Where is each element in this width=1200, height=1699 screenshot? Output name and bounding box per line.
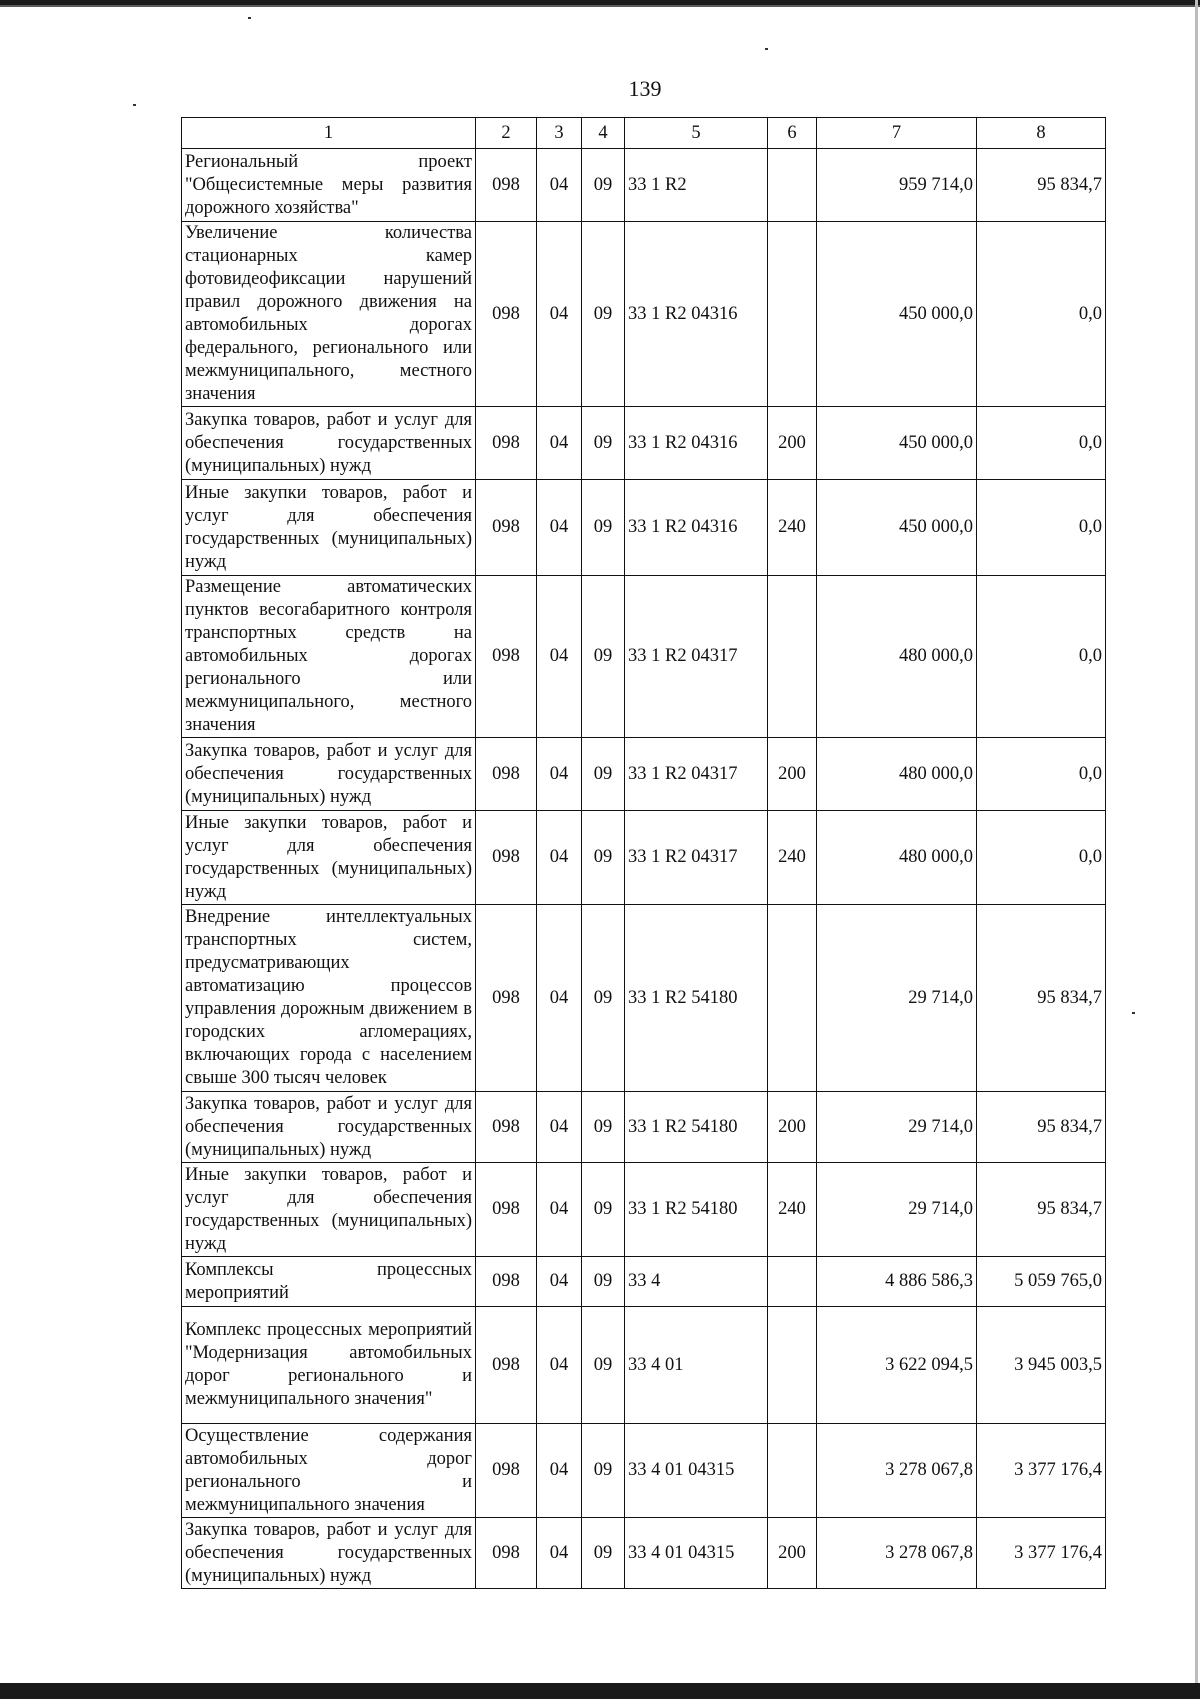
- row-expense-type: 200: [768, 407, 817, 480]
- row-section: 04: [537, 1257, 582, 1307]
- row-expense-type: 200: [768, 1518, 817, 1589]
- row-subsection: 09: [582, 1257, 625, 1307]
- row-amount-7: 450 000,0: [817, 222, 977, 407]
- row-subsection: 09: [582, 149, 625, 222]
- row-amount-8: 0,0: [977, 576, 1106, 738]
- row-ministry: 098: [476, 905, 537, 1092]
- row-target-code: 33 1 R2 54180: [625, 1163, 768, 1257]
- row-target-code: 33 1 R2 54180: [625, 1092, 768, 1163]
- row-subsection: 09: [582, 576, 625, 738]
- col-header-6: 6: [768, 118, 817, 149]
- row-amount-8: 3 377 176,4: [977, 1518, 1106, 1589]
- scan-speck: [248, 17, 251, 19]
- row-expense-type: 240: [768, 1163, 817, 1257]
- row-name: Региональный проект "Общесистемные меры развития дорожного хозяйства": [182, 149, 476, 222]
- row-section: 04: [537, 905, 582, 1092]
- scan-border-top-shadow: [0, 5, 1200, 7]
- row-target-code: 33 1 R2 04317: [625, 811, 768, 905]
- row-ministry: 098: [476, 222, 537, 407]
- row-expense-type: [768, 1257, 817, 1307]
- scan-speck: [1132, 1012, 1135, 1014]
- row-amount-7: 480 000,0: [817, 811, 977, 905]
- scan-border-right: [1195, 0, 1198, 1699]
- row-ministry: 098: [476, 576, 537, 738]
- scan-speck: [765, 48, 768, 50]
- row-name: Размещение автоматических пунктов весогабаритного контроля транспортных средств на автомобильных дорогах регионального или межмуниципального, местного значения: [182, 576, 476, 738]
- row-section: 04: [537, 1424, 582, 1518]
- table-row: [182, 222, 1106, 407]
- row-section: 04: [537, 811, 582, 905]
- row-amount-8: 0,0: [977, 811, 1106, 905]
- table-row: [182, 1163, 1106, 1257]
- row-amount-8: 0,0: [977, 222, 1106, 407]
- row-section: 04: [537, 738, 582, 811]
- row-target-code: 33 1 R2 04316: [625, 407, 768, 480]
- row-amount-7: 3 622 094,5: [817, 1307, 977, 1424]
- row-section: 04: [537, 222, 582, 407]
- scan-speck: [133, 104, 136, 106]
- col-header-5: 5: [625, 118, 768, 149]
- row-subsection: 09: [582, 905, 625, 1092]
- row-amount-8: 95 834,7: [977, 149, 1106, 222]
- row-ministry: 098: [476, 1518, 537, 1589]
- row-amount-8: 3 945 003,5: [977, 1307, 1106, 1424]
- row-section: 04: [537, 1307, 582, 1424]
- table-row: [182, 480, 1106, 576]
- row-name: Комплекс процессных мероприятий "Модернизация автомобильных дорог регионального и межмуниципального значения": [182, 1307, 476, 1424]
- row-section: 04: [537, 1518, 582, 1589]
- row-expense-type: [768, 1307, 817, 1424]
- row-target-code: 33 1 R2 54180: [625, 905, 768, 1092]
- row-subsection: 09: [582, 1163, 625, 1257]
- page-number: 139: [628, 76, 662, 101]
- row-subsection: 09: [582, 222, 625, 407]
- row-name: Осуществление содержания автомобильных дорог регионального и межмуниципального значения: [182, 1424, 476, 1518]
- row-subsection: 09: [582, 1092, 625, 1163]
- row-amount-7: 3 278 067,8: [817, 1424, 977, 1518]
- row-expense-type: [768, 1424, 817, 1518]
- row-subsection: 09: [582, 1307, 625, 1424]
- row-amount-7: 480 000,0: [817, 576, 977, 738]
- row-ministry: 098: [476, 407, 537, 480]
- header-row: [182, 118, 1106, 149]
- row-section: 04: [537, 480, 582, 576]
- row-subsection: 09: [582, 480, 625, 576]
- row-amount-8: 5 059 765,0: [977, 1257, 1106, 1307]
- row-subsection: 09: [582, 407, 625, 480]
- table-row: [182, 1092, 1106, 1163]
- row-subsection: 09: [582, 1424, 625, 1518]
- row-amount-7: 29 714,0: [817, 1163, 977, 1257]
- row-ministry: 098: [476, 738, 537, 811]
- table-row: [182, 738, 1106, 811]
- row-ministry: 098: [476, 1092, 537, 1163]
- row-section: 04: [537, 576, 582, 738]
- row-amount-7: 450 000,0: [817, 407, 977, 480]
- row-subsection: 09: [582, 811, 625, 905]
- row-ministry: 098: [476, 1163, 537, 1257]
- row-target-code: 33 4 01 04315: [625, 1424, 768, 1518]
- row-subsection: 09: [582, 1518, 625, 1589]
- row-ministry: 098: [476, 1307, 537, 1424]
- row-amount-7: 29 714,0: [817, 905, 977, 1092]
- row-amount-8: 95 834,7: [977, 1163, 1106, 1257]
- row-section: 04: [537, 1092, 582, 1163]
- col-header-2: 2: [476, 118, 537, 149]
- row-name: Иные закупки товаров, работ и услуг для обеспечения государственных (муниципальных) нужд: [182, 480, 476, 576]
- row-name: Закупка товаров, работ и услуг для обеспечения государственных (муниципальных) нужд: [182, 407, 476, 480]
- row-name: Комплексы процессных мероприятий: [182, 1257, 476, 1307]
- table-row: [182, 576, 1106, 738]
- row-name: Иные закупки товаров, работ и услуг для обеспечения государственных (муниципальных) нужд: [182, 1163, 476, 1257]
- row-name: Закупка товаров, работ и услуг для обеспечения государственных (муниципальных) нужд: [182, 1518, 476, 1589]
- row-target-code: 33 1 R2 04316: [625, 480, 768, 576]
- row-section: 04: [537, 407, 582, 480]
- row-section: 04: [537, 1163, 582, 1257]
- row-amount-8: 0,0: [977, 407, 1106, 480]
- row-amount-7: 480 000,0: [817, 738, 977, 811]
- table-row: [182, 1424, 1106, 1518]
- row-expense-type: [768, 905, 817, 1092]
- table-row: [182, 1518, 1106, 1589]
- row-expense-type: 240: [768, 480, 817, 576]
- row-expense-type: 200: [768, 1092, 817, 1163]
- row-amount-8: 3 377 176,4: [977, 1424, 1106, 1518]
- row-ministry: 098: [476, 480, 537, 576]
- table-row: [182, 1307, 1106, 1424]
- row-amount-7: 3 278 067,8: [817, 1518, 977, 1589]
- row-ministry: 098: [476, 811, 537, 905]
- row-amount-8: 95 834,7: [977, 1092, 1106, 1163]
- row-amount-7: 450 000,0: [817, 480, 977, 576]
- scan-border-bottom: [0, 1683, 1200, 1699]
- row-ministry: 098: [476, 1257, 537, 1307]
- row-expense-type: [768, 149, 817, 222]
- row-name: Закупка товаров, работ и услуг для обеспечения государственных (муниципальных) нужд: [182, 1092, 476, 1163]
- table-row: [182, 407, 1106, 480]
- row-target-code: 33 4 01: [625, 1307, 768, 1424]
- row-amount-7: 4 886 586,3: [817, 1257, 977, 1307]
- row-ministry: 098: [476, 149, 537, 222]
- col-header-3: 3: [537, 118, 582, 149]
- budget-table: [181, 117, 1106, 1589]
- row-name: Закупка товаров, работ и услуг для обеспечения государственных (муниципальных) нужд: [182, 738, 476, 811]
- row-name: Внедрение интеллектуальных транспортных систем, предусматривающих автоматизацию процессов управления дорожным движением в городских агломерациях, включающих города с населением свыше 300 тысяч человек: [182, 905, 476, 1092]
- row-name: Увеличение количества стационарных камер фотовидеофиксации нарушений правил дорожного движения на автомобильных дорогах федерального, регионального или межмуниципального, местного значения: [182, 222, 476, 407]
- table-row: [182, 905, 1106, 1092]
- row-amount-7: 959 714,0: [817, 149, 977, 222]
- row-amount-8: 95 834,7: [977, 905, 1106, 1092]
- row-amount-8: 0,0: [977, 738, 1106, 811]
- table-row: [182, 149, 1106, 222]
- row-ministry: 098: [476, 1424, 537, 1518]
- row-name: Иные закупки товаров, работ и услуг для обеспечения государственных (муниципальных) нужд: [182, 811, 476, 905]
- col-header-1: 1: [182, 118, 476, 149]
- row-target-code: 33 4: [625, 1257, 768, 1307]
- row-target-code: 33 1 R2 04317: [625, 576, 768, 738]
- row-expense-type: 200: [768, 738, 817, 811]
- row-target-code: 33 4 01 04315: [625, 1518, 768, 1589]
- row-section: 04: [537, 149, 582, 222]
- row-amount-7: 29 714,0: [817, 1092, 977, 1163]
- row-amount-8: 0,0: [977, 480, 1106, 576]
- col-header-4: 4: [582, 118, 625, 149]
- row-expense-type: [768, 576, 817, 738]
- col-header-7: 7: [817, 118, 977, 149]
- table-row: [182, 1257, 1106, 1307]
- row-expense-type: [768, 222, 817, 407]
- table-row: [182, 811, 1106, 905]
- row-expense-type: 240: [768, 811, 817, 905]
- col-header-8: 8: [977, 118, 1106, 149]
- row-target-code: 33 1 R2: [625, 149, 768, 222]
- row-target-code: 33 1 R2 04316: [625, 222, 768, 407]
- row-target-code: 33 1 R2 04317: [625, 738, 768, 811]
- row-subsection: 09: [582, 738, 625, 811]
